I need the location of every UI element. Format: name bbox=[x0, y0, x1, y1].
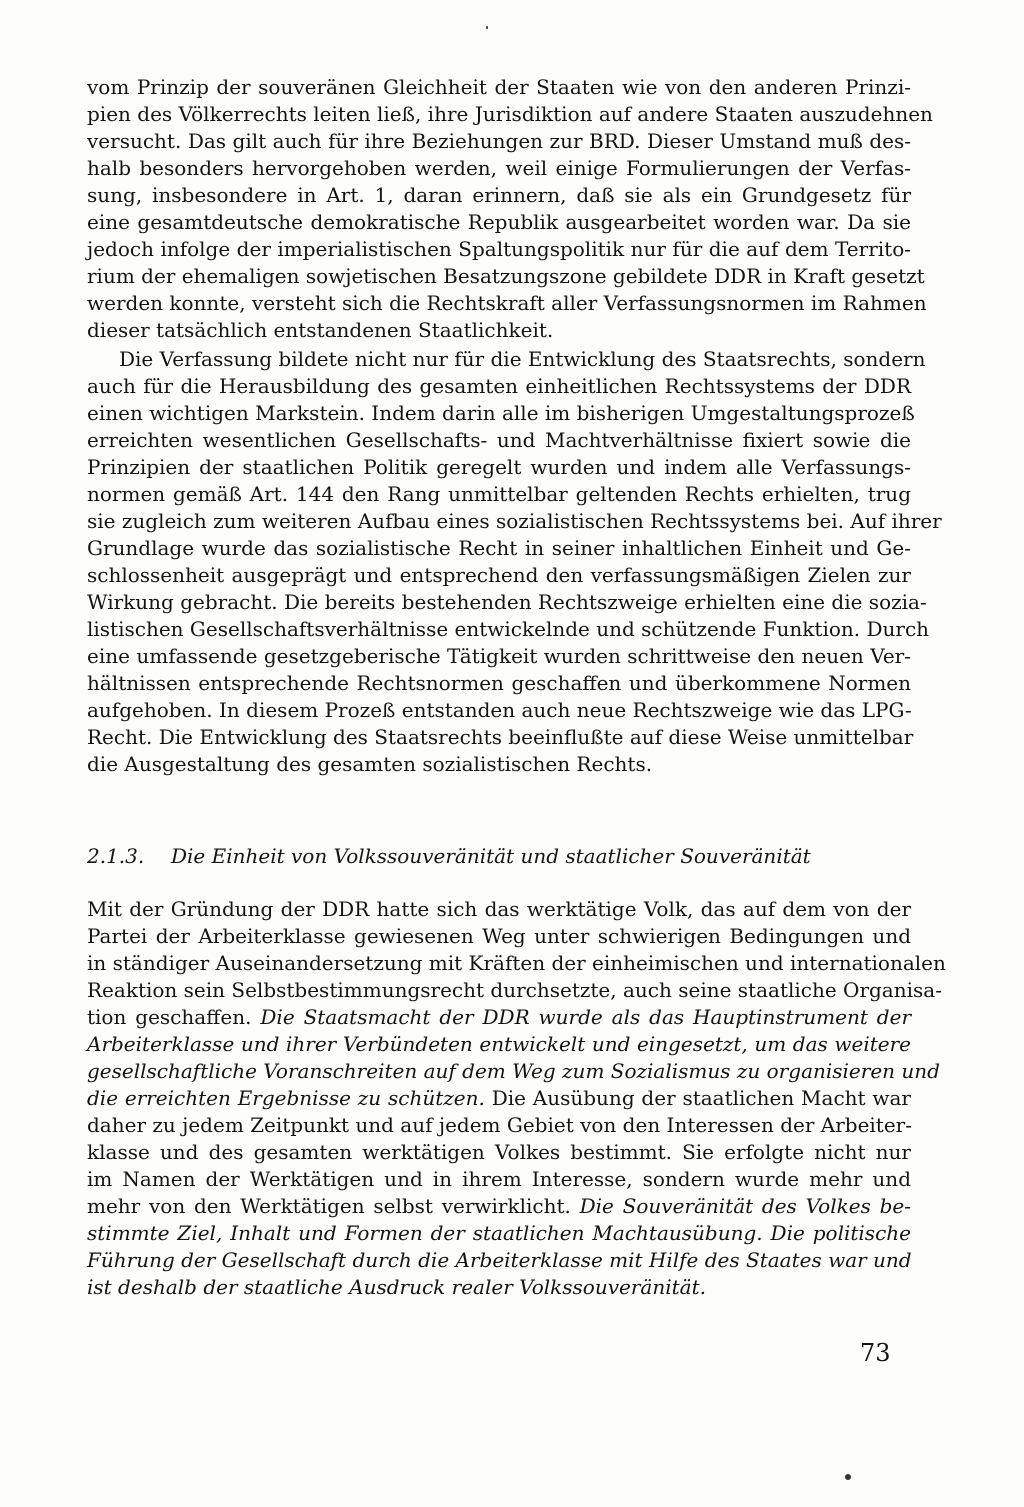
text-line: eine gesamtdeutsche demokratische Republik ausgearbeitet worden war. Da sie bbox=[87, 210, 911, 234]
text-line bbox=[87, 1004, 911, 1031]
text-line bbox=[87, 923, 911, 950]
text-line: hältnissen entsprechende Rechtsnormen geschaffen und überkommene Normen bbox=[87, 671, 911, 695]
text-line bbox=[87, 950, 946, 977]
text-line: sie zugleich zum weiteren Aufbau eines sozialistischen Rechtssystems bei. Auf ihrer bbox=[87, 509, 942, 533]
text-line: Wirkung gebracht. Die bereits bestehenden Rechtszweige erhielten eine die sozia- bbox=[87, 590, 927, 614]
text-line bbox=[87, 1058, 940, 1085]
italic-text: Die Souveränität des Volkes be- bbox=[579, 1194, 911, 1218]
section-title: Die Einheit von Volkssouveränität und staatlicher Souveränität bbox=[171, 844, 811, 868]
text-run: Mit der Gründung der DDR hatte sich das werktätige Volk, das auf dem von der bbox=[87, 897, 911, 921]
text-run: Die Ausübung der staatlichen Macht war bbox=[484, 1086, 911, 1110]
text-line: Recht. Die Entwicklung des Staatsrechts beeinflußte auf diese Weise unmittelbar bbox=[87, 725, 914, 749]
text-line bbox=[87, 896, 911, 923]
italic-text: die erreichten Ergebnisse zu schützen. bbox=[87, 1086, 485, 1110]
text-line: erreichten wesentlichen Gesellschafts- und Machtverhältnisse fixiert sowie die bbox=[87, 428, 911, 452]
text-line bbox=[87, 1166, 911, 1193]
text-line: normen gemäß Art. 144 den Rang unmittelbar geltenden Rechts erhielten, trug bbox=[87, 482, 911, 506]
text-line: eine umfassende gesetzgeberische Tätigkeit wurden schrittweise den neuen Ver- bbox=[87, 644, 911, 668]
text-line: dieser tatsächlich entstandenen Staatlichkeit. bbox=[87, 318, 554, 342]
text-line bbox=[87, 1274, 911, 1301]
text-line: Grundlage wurde das sozialistische Recht in seiner inhaltlichen Einheit und Ge- bbox=[87, 536, 911, 560]
italic-text: gesellschaftliche Voranschreiten auf dem Weg zum Sozialismus zu organisieren und bbox=[87, 1059, 940, 1083]
text-line bbox=[87, 977, 942, 1004]
text-run: tion geschaffen. bbox=[87, 1005, 261, 1029]
text-line: rium der ehemaligen sowjetischen Besatzungszone gebildete DDR in Kraft gesetzt bbox=[87, 264, 925, 288]
italic-text: stimmte Ziel, Inhalt und Formen der staatlichen Machtausübung. Die politische bbox=[87, 1221, 911, 1245]
text-line bbox=[87, 1193, 911, 1220]
page-number: 73 bbox=[860, 1339, 891, 1367]
print-speck bbox=[486, 26, 488, 29]
text-line: versucht. Das gilt auch für ihre Beziehungen zur BRD. Dieser Umstand muß des- bbox=[87, 129, 911, 153]
text-line: vom Prinzip der souveränen Gleichheit der Staaten wie von den anderen Prinzi- bbox=[87, 75, 911, 99]
italic-text: Führung der Gesellschaft durch die Arbeiterklasse mit Hilfe des Staates war und bbox=[87, 1248, 912, 1272]
text-line bbox=[87, 1112, 911, 1139]
text-line: Prinzipien der staatlichen Politik geregelt wurden und indem alle Verfassungs- bbox=[87, 455, 911, 479]
text-line: werden konnte, versteht sich die Rechtskraft aller Verfassungsnormen im Rahmen bbox=[87, 291, 927, 315]
text-line: jedoch infolge der imperialistischen Spaltungspolitik nur für die auf dem Territo- bbox=[87, 237, 911, 261]
text-line: aufgehoben. In diesem Prozeß entstanden auch neue Rechtszweige wie das LPG- bbox=[87, 698, 912, 722]
text-run: in ständiger Auseinandersetzung mit Kräften der einheimischen und internationalen bbox=[87, 951, 946, 975]
text-line: halb besonders hervorgehoben werden, weil einige Formulierungen der Verfas- bbox=[87, 156, 911, 180]
print-speck bbox=[845, 1474, 851, 1480]
text-line: auch für die Herausbildung des gesamten einheitlichen Rechtssystems der DDR bbox=[87, 374, 911, 398]
text-line: listischen Gesellschaftsverhältnisse entwickelnde und schützende Funktion. Durch bbox=[87, 617, 930, 641]
text-run: Reaktion sein Selbstbestimmungsrecht durchsetzte, auch seine staatliche Organisa- bbox=[87, 978, 942, 1002]
text-line bbox=[87, 1139, 911, 1166]
text-line bbox=[87, 1220, 911, 1247]
text-line bbox=[87, 1247, 911, 1274]
text-run: mehr von den Werktätigen selbst verwirklicht. bbox=[87, 1194, 580, 1218]
text-line bbox=[87, 1031, 911, 1058]
italic-text: Die Staatsmacht der DDR wurde als das Hauptinstrument der bbox=[260, 1005, 911, 1029]
text-line: die Ausgestaltung des gesamten sozialistischen Rechts. bbox=[87, 752, 653, 776]
text-run: daher zu jedem Zeitpunkt und auf jedem Gebiet von den Interessen der Arbeiter- bbox=[87, 1113, 912, 1137]
italic-text: ist deshalb der staatliche Ausdruck realer Volkssouveränität. bbox=[87, 1275, 706, 1299]
text-line: einen wichtigen Markstein. Indem darin alle im bisherigen Umgestaltungsprozeß bbox=[87, 401, 915, 425]
text-line: schlossenheit ausgeprägt und entsprechend den verfassungsmäßigen Zielen zur bbox=[87, 563, 911, 587]
text-line bbox=[87, 1085, 911, 1112]
text-run: klasse und des gesamten werktätigen Volkes bestimmt. Sie erfolgte nicht nur bbox=[87, 1140, 911, 1164]
section-number: 2.1.3. bbox=[87, 844, 145, 868]
text-line: Die Verfassung bildete nicht nur für die Entwicklung des Staatsrechts, sondern bbox=[119, 347, 926, 371]
text-line: pien des Völkerrechts leiten ließ, ihre Jurisdiktion auf andere Staaten auszudehnen bbox=[87, 102, 933, 126]
text-run: Partei der Arbeiterklasse gewiesenen Weg unter schwierigen Bedingungen und bbox=[87, 924, 911, 948]
italic-text: Arbeiterklasse und ihrer Verbündeten entwickelt und eingesetzt, um das weitere bbox=[87, 1032, 911, 1056]
text-line: sung, insbesondere in Art. 1, daran erinnern, daß sie als ein Grundgesetz für bbox=[87, 183, 911, 207]
text-run: im Namen der Werktätigen und in ihrem Interesse, sondern wurde mehr und bbox=[87, 1167, 911, 1191]
